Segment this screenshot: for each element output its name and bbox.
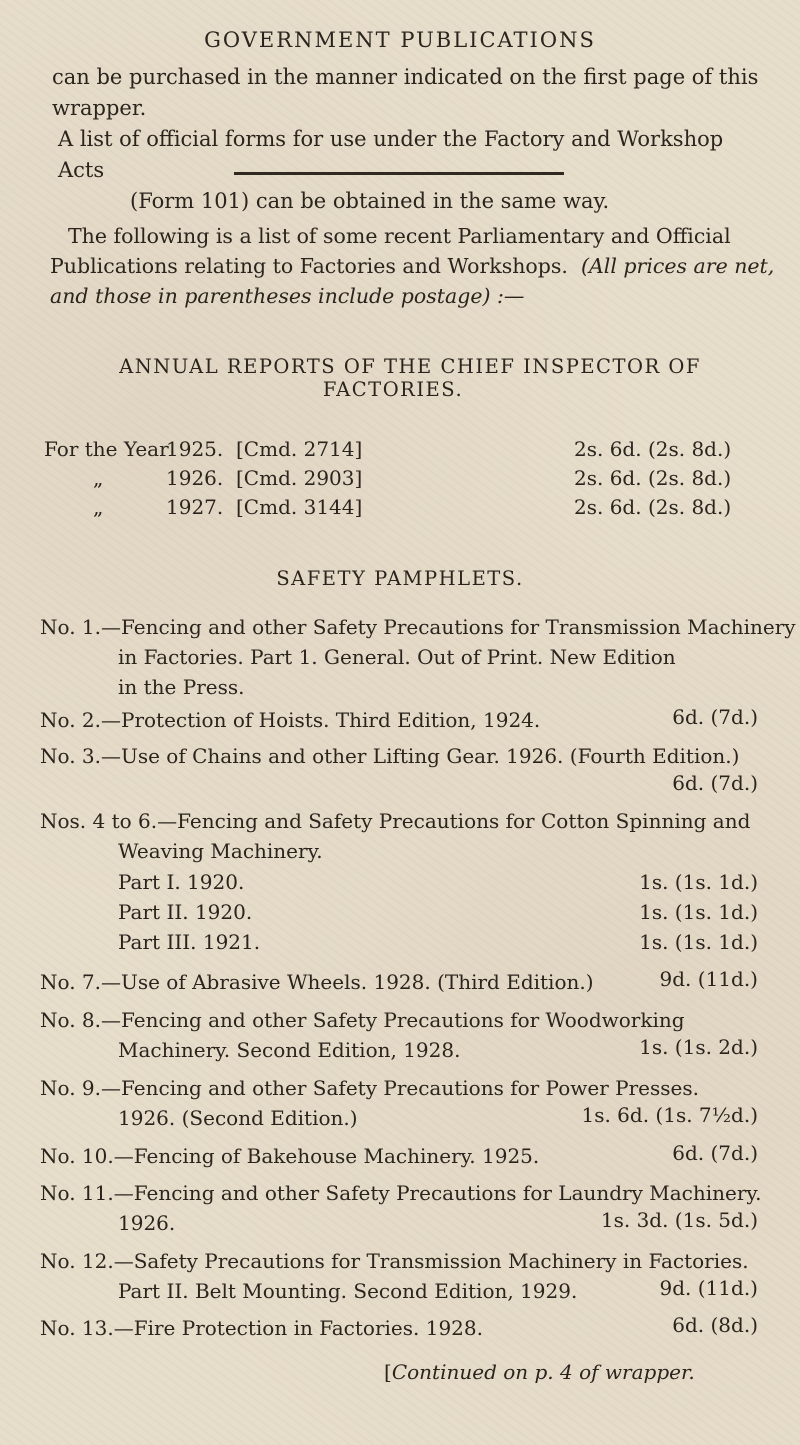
intro-line: (Form 101) can be obtained in the same way. xyxy=(130,189,610,213)
pamphlet-entry xyxy=(40,1313,780,1343)
pamphlet-title: No. 2.—Protection of Hoists. Third Edition, 1924. xyxy=(40,708,541,732)
ditto-mark: „ xyxy=(93,466,104,490)
pamphlet-entry xyxy=(40,705,780,735)
paragraph-line xyxy=(40,281,780,311)
divider-rule xyxy=(234,172,564,175)
pamphlet-title: No. 9.—Fencing and other Safety Precautions for Power Presses. xyxy=(40,1076,699,1100)
bracket-mark: [ xyxy=(384,1360,392,1384)
report-price: 2s. 6d. (2s. 8d.) xyxy=(574,437,732,461)
pamphlet-title: 1926. (Second Edition.) xyxy=(118,1106,358,1130)
pamphlet-entry xyxy=(40,806,780,866)
pamphlet-price: 6d. (8d.) xyxy=(672,1313,758,1337)
pamphlet-price: 9d. (11d.) xyxy=(659,1276,758,1300)
pamphlet-title: No. 7.—Use of Abrasive Wheels. 1928. (Third Edition.) xyxy=(40,970,594,994)
section-heading-line: ANNUAL REPORTS OF THE CHIEF INSPECTOR OF xyxy=(119,355,701,378)
report-command-number: [Cmd. 2903] xyxy=(236,466,363,490)
pamphlet-title: Part II. Belt Mounting. Second Edition, 1929. xyxy=(118,1279,578,1303)
pamphlet-price: 1s. (1s. 2d.) xyxy=(639,1035,758,1059)
paragraph-line: The following is a list of some recent Parliamentary and Official xyxy=(68,224,731,248)
pamphlet-price: 1s. (1s. 1d.) xyxy=(639,900,758,924)
continuation-note xyxy=(384,1360,695,1384)
intro-paragraph xyxy=(40,221,780,311)
pamphlet-title: No. 12.—Safety Precautions for Transmission Machinery in Factories. xyxy=(40,1249,749,1273)
paragraph-note: and those in parentheses include postage) :— xyxy=(50,284,525,308)
pamphlet-price: 6d. (7d.) xyxy=(672,705,758,729)
pamphlet-title: No. 11.—Fencing and other Safety Precautions for Laundry Machinery. xyxy=(40,1181,762,1205)
pamphlet-price: 1s. 3d. (1s. 5d.) xyxy=(600,1208,758,1232)
report-command-number: [Cmd. 2714] xyxy=(236,437,363,461)
pamphlet-price: 1s. (1s. 1d.) xyxy=(639,870,758,894)
pamphlet-title: No. 1.—Fencing and other Safety Precautions for Transmission Machinery xyxy=(40,615,796,639)
pamphlet-title: in Factories. Part 1. General. Out of Print. New Edition xyxy=(118,645,676,669)
pamphlet-price: 6d. (7d.) xyxy=(672,1141,758,1165)
pamphlet-part: Part I. 1920. xyxy=(118,870,245,894)
pamphlet-title: 1926. xyxy=(118,1211,176,1235)
report-year: 1925. xyxy=(166,437,224,461)
pamphlet-price: 6d. (7d.) xyxy=(672,771,758,795)
pamphlet-part: Part II. 1920. xyxy=(118,900,253,924)
intro-line: can be purchased in the manner indicated on the first page of this wrapper. xyxy=(52,65,759,120)
pamphlet-entry xyxy=(40,1141,780,1171)
report-price: 2s. 6d. (2s. 8d.) xyxy=(574,466,732,490)
pamphlet-title: Machinery. Second Edition, 1928. xyxy=(118,1038,461,1062)
pamphlet-title: Nos. 4 to 6.—Fencing and Safety Precautions for Cotton Spinning and xyxy=(40,809,751,833)
pamphlet-price: 9d. (11d.) xyxy=(659,967,758,991)
pamphlet-title: Weaving Machinery. xyxy=(118,839,323,863)
ditto-mark: „ xyxy=(93,495,104,519)
report-label: For the Year xyxy=(44,437,169,461)
pamphlet-title: No. 8.—Fencing and other Safety Precautions for Woodworking xyxy=(40,1008,685,1032)
paragraph-text: Publications relating to Factories and Workshops. xyxy=(50,254,568,278)
intro-line: A list of official forms for use under the Factory and Workshop Acts xyxy=(58,127,724,182)
paragraph-note: (All prices are net, xyxy=(580,254,775,278)
annual-reports-heading xyxy=(40,355,780,401)
section-heading-line: FACTORIES. xyxy=(322,378,464,401)
safety-pamphlets-heading: SAFETY PAMPHLETS. xyxy=(276,567,524,590)
page-title: GOVERNMENT PUBLICATIONS xyxy=(204,28,596,52)
paragraph-line xyxy=(40,251,780,281)
pamphlet-title: No. 13.—Fire Protection in Factories. 1928. xyxy=(40,1316,483,1340)
pamphlet-entry xyxy=(40,741,780,771)
pamphlet-price: 1s. (1s. 1d.) xyxy=(639,930,758,954)
pamphlet-entry xyxy=(40,612,796,702)
pamphlet-part: Part III. 1921. xyxy=(118,930,261,954)
report-price: 2s. 6d. (2s. 8d.) xyxy=(574,495,732,519)
intro-notice xyxy=(40,62,770,217)
continuation-text: Continued on p. 4 of wrapper. xyxy=(391,1360,695,1384)
pamphlet-title: No. 3.—Use of Chains and other Lifting Gear. 1926. (Fourth Edition.) xyxy=(40,744,740,768)
report-year: 1926. xyxy=(166,466,224,490)
pamphlet-title: No. 10.—Fencing of Bakehouse Machinery. 1925. xyxy=(40,1144,540,1168)
pamphlet-price: 1s. 6d. (1s. 7½d.) xyxy=(581,1103,758,1127)
report-command-number: [Cmd. 3144] xyxy=(236,495,363,519)
pamphlet-title: in the Press. xyxy=(118,675,245,699)
report-year: 1927. xyxy=(166,495,224,519)
